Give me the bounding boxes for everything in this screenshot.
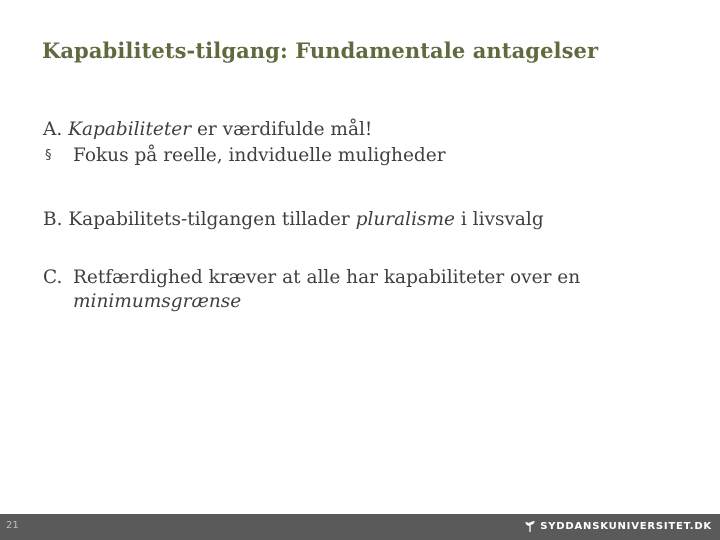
- point-c-letter: C.: [43, 267, 63, 288]
- point-a-sub-bullet: [43, 144, 683, 168]
- point-a-rest: er værdifulde mål!: [191, 119, 373, 140]
- point-c-emphasis: minimumsgrænse: [73, 291, 242, 312]
- point-c-line1: Retfærdighed kræver at alle har kapabiliteter over en: [73, 267, 581, 288]
- point-a: [43, 118, 683, 142]
- slide-content: [43, 118, 683, 314]
- logo-text: SYDDANSKUNIVERSITET.DK: [540, 520, 712, 532]
- point-b: [43, 208, 683, 232]
- footer-bar: [0, 514, 720, 540]
- page-number: 21: [6, 520, 19, 531]
- section-marker-icon: §: [45, 148, 52, 163]
- point-a-prefix: A.: [43, 119, 69, 140]
- sub-bullet-text: Fokus på reelle, indviduelle muligheder: [73, 145, 446, 166]
- point-c-text: [73, 266, 683, 314]
- point-c: [43, 266, 683, 314]
- point-b-emphasis: pluralisme: [355, 209, 455, 230]
- point-a-emphasis: Kapabiliteter: [68, 119, 192, 140]
- point-b-rest: i livsvalg: [454, 209, 544, 230]
- university-logo: [524, 519, 712, 533]
- sdu-leaf-icon: [524, 519, 536, 533]
- slide-title: Kapabilitets-tilgang: Fundamentale antagelser: [42, 38, 599, 63]
- point-b-prefix: B. Kapabilitets-tilgangen tillader: [43, 209, 356, 230]
